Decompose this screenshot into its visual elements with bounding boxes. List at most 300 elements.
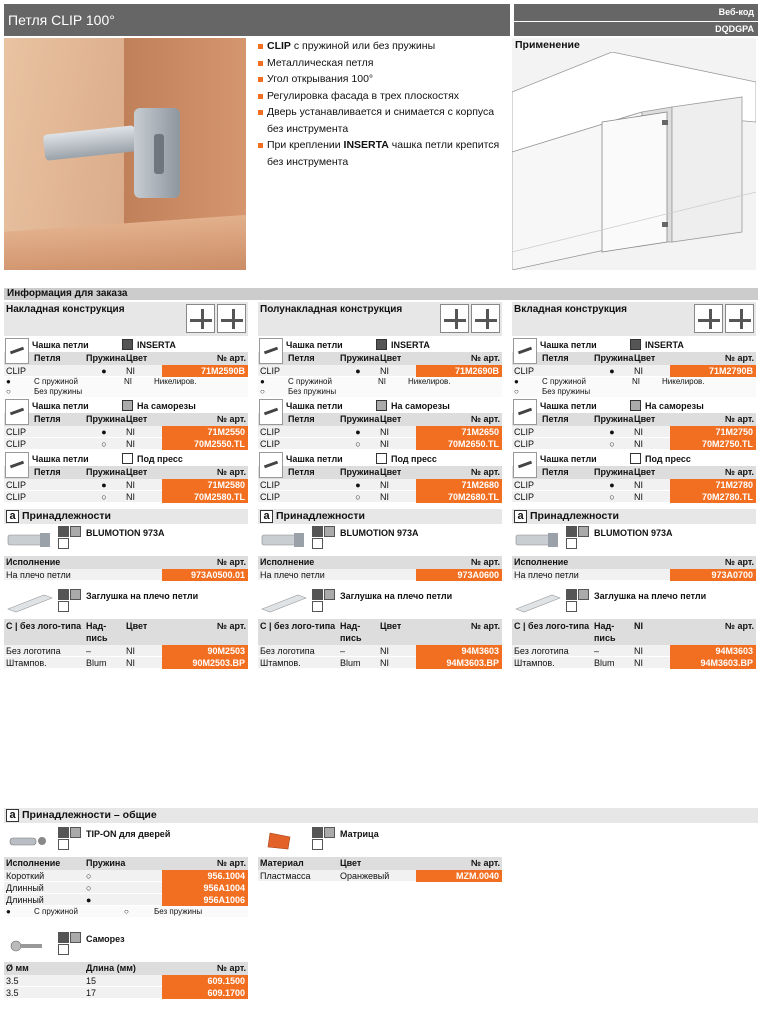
- cell: ○: [86, 871, 92, 881]
- matrix-section: [258, 825, 502, 882]
- feature-item: [256, 55, 506, 72]
- hinge-cell: CLIP: [514, 427, 535, 437]
- article-number[interactable]: MZM.0040: [416, 870, 502, 882]
- mounting-type-swatch: [122, 453, 133, 464]
- header-cell: Цвет: [340, 858, 362, 868]
- table-header: [4, 466, 248, 479]
- legend-symbol: ●: [514, 377, 519, 386]
- cover-name: Заглушка на плечо петли: [340, 591, 453, 601]
- legend-row: [258, 377, 502, 387]
- hinge-cup-heading: [4, 399, 248, 413]
- color-cell: NI: [126, 646, 135, 656]
- variant-cell: На плечо петли: [260, 570, 325, 580]
- table-row: [512, 479, 756, 491]
- article-number[interactable]: 71M2590B: [162, 365, 248, 377]
- cover-header: [258, 619, 502, 645]
- color-cell: NI: [380, 658, 389, 668]
- mounting-type: Под пресс: [391, 454, 437, 464]
- construction-name: Полунакладная конструкция: [260, 304, 403, 315]
- feature-list: [256, 38, 506, 170]
- feature-item: [256, 71, 506, 88]
- table-row: [4, 479, 248, 491]
- swatch: [566, 538, 577, 549]
- article-number[interactable]: 71M2750: [670, 426, 756, 438]
- accessory-a-icon: a: [6, 510, 19, 523]
- table-row: [4, 438, 248, 450]
- header-cell: № арт.: [216, 621, 246, 631]
- variant-cell: На плечо петли: [514, 570, 579, 580]
- table-row: [258, 491, 502, 503]
- table-row: [258, 569, 502, 581]
- legend-row: [4, 377, 248, 387]
- legend-key: [122, 387, 152, 397]
- table-header-cell: № арт.: [470, 414, 500, 424]
- header-cell: Длина (мм): [86, 963, 136, 973]
- spring-cell: ●: [609, 427, 615, 437]
- article-number[interactable]: 70M2550.TL: [162, 438, 248, 450]
- hinge-cell: CLIP: [514, 366, 535, 376]
- spring-cell: ○: [609, 492, 615, 502]
- feature-text: чашка петли крепится без инструмента: [267, 139, 500, 168]
- variant-cell: Без логотипа: [260, 646, 315, 656]
- header-cell: Исполнение: [6, 557, 61, 567]
- blumotion-image: [6, 530, 54, 550]
- product-name: Саморез: [86, 934, 125, 944]
- feature-bold: CLIP: [267, 40, 291, 52]
- article-number[interactable]: 973A0700: [670, 569, 756, 581]
- mounting-type: На саморезы: [137, 401, 196, 411]
- color-cell: NI: [380, 480, 389, 490]
- diagram-line: [486, 309, 489, 329]
- hinge-cup-icon: [5, 452, 29, 478]
- product-image: [260, 831, 308, 851]
- spring-cell: ●: [101, 427, 107, 437]
- article-number[interactable]: 71M2780: [670, 479, 756, 491]
- table-row: [4, 987, 248, 999]
- web-code[interactable]: DQDGPA: [514, 21, 758, 36]
- legend-value: [406, 387, 502, 397]
- table-row: [258, 426, 502, 438]
- mounting-type: INSERTA: [137, 340, 176, 350]
- color-cell: NI: [126, 480, 135, 490]
- variant-cell: Штампов.: [6, 658, 47, 668]
- hinge-cell: CLIP: [6, 427, 27, 437]
- table-row: [4, 882, 248, 894]
- legend-text: С пружиной: [542, 377, 586, 386]
- swatch: [58, 601, 69, 612]
- swatch: [312, 601, 323, 612]
- color-cell: NI: [634, 646, 643, 656]
- article-number[interactable]: 70M2680.TL: [416, 491, 502, 503]
- mounting-type-swatch: [376, 400, 387, 411]
- article-number[interactable]: 973A0600: [416, 569, 502, 581]
- imprint-cell: Blum: [86, 658, 107, 668]
- mounting-type-swatch: [630, 400, 641, 411]
- header-cell: Цвет: [126, 621, 148, 631]
- feature-item: [256, 38, 506, 55]
- spring-cell: ●: [355, 480, 361, 490]
- table-header-cell: Петля: [288, 467, 315, 477]
- hinge-cup-icon: [259, 452, 283, 478]
- cell: Длинный: [6, 883, 44, 893]
- blumotion-name: BLUMOTION 973A: [340, 528, 419, 538]
- table-header-cell: Петля: [34, 353, 61, 363]
- hinge-cell: CLIP: [514, 439, 535, 449]
- article-number[interactable]: 94M3603: [416, 645, 502, 657]
- mounting-type-swatch: [376, 453, 387, 464]
- construction-pictograms: [440, 304, 500, 333]
- blumotion-image: [260, 530, 308, 550]
- hinge-cell: CLIP: [260, 366, 281, 376]
- hinge-cell: CLIP: [6, 492, 27, 502]
- legend-text: Без пружины: [542, 387, 591, 396]
- cell: 15: [86, 976, 97, 986]
- hinge-cup-block: [258, 338, 502, 397]
- cover-product: [512, 589, 756, 619]
- article-number[interactable]: 609.1500: [162, 975, 248, 987]
- spring-cell: ○: [101, 492, 107, 502]
- color-cell: NI: [634, 439, 643, 449]
- product-heading: [258, 827, 502, 857]
- cover-image: [6, 593, 54, 613]
- spring-cell: ●: [355, 366, 361, 376]
- product-photo: [4, 38, 246, 270]
- swatch: [58, 589, 69, 600]
- table-header-cell: Петля: [288, 353, 315, 363]
- mounting-diagram-icon: [725, 304, 754, 333]
- screw-section: [4, 930, 248, 999]
- table-header-cell: Цвет: [380, 414, 402, 424]
- article-number[interactable]: 71M2650: [416, 426, 502, 438]
- hinge-cup-heading: [258, 399, 502, 413]
- spring-cell: ●: [609, 366, 615, 376]
- cup-label: Чашка петли: [540, 401, 597, 411]
- order-column: [512, 302, 756, 669]
- variant-cell: Без логотипа: [6, 646, 61, 656]
- hinge-cup-heading: [512, 338, 756, 352]
- header-cell: Над-пись: [594, 621, 616, 643]
- blumotion-name: BLUMOTION 973A: [594, 528, 673, 538]
- color-cell: NI: [380, 646, 389, 656]
- swatch: [566, 601, 577, 612]
- legend-key: [630, 387, 660, 397]
- hinge-cup-icon: [259, 399, 283, 425]
- table-header-cell: Цвет: [380, 467, 402, 477]
- table-row: [258, 365, 502, 377]
- product-image: [6, 831, 54, 851]
- legend-row: [512, 377, 756, 387]
- table-row: [4, 426, 248, 438]
- article-number[interactable]: 70M2650.TL: [416, 438, 502, 450]
- page-title: Петля CLIP 100°: [4, 4, 510, 36]
- header-cell: Исполнение: [514, 557, 569, 567]
- construction-pictograms: [694, 304, 754, 333]
- color-swatches: [312, 589, 335, 612]
- mounting-type-swatch: [376, 339, 387, 350]
- hinge-cup-icon: [513, 399, 537, 425]
- mounting-type: На саморезы: [645, 401, 704, 411]
- table-header-cell: Цвет: [634, 353, 656, 363]
- variant-cell: Штампов.: [260, 658, 301, 668]
- blumotion-header: [512, 556, 756, 569]
- diagram-line: [709, 309, 712, 329]
- hinge-cup-block: [4, 399, 248, 450]
- article-number[interactable]: 94M3603.BP: [670, 657, 756, 669]
- mounting-type: INSERTA: [645, 340, 684, 350]
- table-header: [512, 466, 756, 479]
- table-row: [512, 426, 756, 438]
- legend-key: NI: [632, 377, 640, 386]
- diagram-line: [201, 309, 204, 329]
- general-accessories-heading: [4, 808, 758, 823]
- table-row: [4, 975, 248, 987]
- cup-label: Чашка петли: [540, 454, 597, 464]
- article-number[interactable]: 956A1004: [162, 882, 248, 894]
- spring-cell: ○: [101, 439, 107, 449]
- article-number[interactable]: 94M3603.BP: [416, 657, 502, 669]
- legend-text: С пружиной: [288, 377, 332, 386]
- hinge-cup-heading: [4, 452, 248, 466]
- cell: Оранжевый: [340, 871, 390, 881]
- table-row: [258, 438, 502, 450]
- web-code-label: Веб-код: [718, 7, 754, 17]
- cover-image: [260, 593, 308, 613]
- hinge-cup-heading: [4, 338, 248, 352]
- cover-header: [4, 619, 248, 645]
- hinge-cup-block: [512, 338, 756, 397]
- table-header-cell: Петля: [34, 467, 61, 477]
- accessories-title: Принадлежности: [22, 510, 111, 522]
- color-cell: NI: [634, 366, 643, 376]
- article-number[interactable]: 90M2503.BP: [162, 657, 248, 669]
- header-cell: Исполнение: [6, 858, 61, 868]
- cell: ○: [86, 883, 92, 893]
- hinge-cell: CLIP: [260, 480, 281, 490]
- tipon-section: [4, 825, 248, 917]
- table-header-cell: Петля: [542, 467, 569, 477]
- swatch: [58, 526, 69, 537]
- color-swatches: [312, 526, 335, 549]
- table-header: [258, 857, 502, 870]
- blumotion-product: [512, 526, 756, 556]
- variant-cell: На плечо петли: [6, 570, 71, 580]
- table-header-cell: Пружина: [86, 467, 126, 477]
- table-header-cell: Цвет: [634, 414, 656, 424]
- table-row: [512, 491, 756, 503]
- hinge-cell: CLIP: [6, 480, 27, 490]
- article-number[interactable]: 71M2790B: [670, 365, 756, 377]
- order-info-heading: Информация для заказа: [4, 288, 758, 300]
- table-header-cell: Пружина: [86, 353, 126, 363]
- table-header: [4, 857, 248, 870]
- table-header-cell: Пружина: [594, 353, 634, 363]
- article-number[interactable]: 71M2580: [162, 479, 248, 491]
- color-cell: NI: [634, 658, 643, 668]
- header-bar: [4, 4, 758, 36]
- header-cell: № арт.: [724, 621, 754, 631]
- mounting-type-swatch: [122, 400, 133, 411]
- spring-cell: ●: [101, 366, 107, 376]
- blumotion-product: [258, 526, 502, 556]
- table-header-cell: Пружина: [594, 467, 634, 477]
- table-row: [258, 657, 502, 669]
- product-name: TIP-ON для дверей: [86, 829, 171, 839]
- article-number[interactable]: 90M2503: [162, 645, 248, 657]
- table-header-cell: № арт.: [724, 414, 754, 424]
- hinge-cell: CLIP: [514, 492, 535, 502]
- swatch: [70, 932, 81, 943]
- header-cell: Ø мм: [6, 963, 29, 973]
- hinge-cell: CLIP: [6, 439, 27, 449]
- diagram-line: [740, 309, 743, 329]
- hinge-cup-block: [258, 452, 502, 503]
- feature-text: Дверь устанавливается и снимается с корпуса без инструмента: [267, 106, 495, 135]
- header-cell: Над-пись: [340, 621, 362, 643]
- color-swatches: [566, 526, 589, 549]
- legend-symbol: ○: [260, 387, 265, 396]
- swatch: [312, 839, 323, 850]
- product-image: [6, 936, 54, 956]
- table-header-cell: Цвет: [126, 353, 148, 363]
- swatch: [324, 827, 335, 838]
- header-cell: C | без лого-типа: [514, 621, 590, 631]
- accessory-a-icon: a: [6, 809, 19, 822]
- swatch: [70, 827, 81, 838]
- table-header-cell: Цвет: [126, 467, 148, 477]
- mounting-type: Под пресс: [137, 454, 183, 464]
- mounting-type-swatch: [630, 453, 641, 464]
- feature-bold: INSERTA: [343, 139, 389, 151]
- variant-cell: Без логотипа: [514, 646, 569, 656]
- header-cell: № арт.: [724, 557, 754, 567]
- diagram-line: [455, 309, 458, 329]
- cell: Пластмасса: [260, 871, 311, 881]
- article-number[interactable]: 70M2780.TL: [670, 491, 756, 503]
- legend-text: Без пружины: [34, 387, 83, 396]
- swatch: [312, 589, 323, 600]
- header-cell: Цвет: [380, 621, 402, 631]
- mounting-type: Под пресс: [645, 454, 691, 464]
- order-column: [4, 302, 248, 669]
- cell: Длинный: [6, 895, 44, 905]
- table-header-cell: Петля: [542, 353, 569, 363]
- construction-name: Накладная конструкция: [6, 304, 125, 315]
- article-number[interactable]: 956.1004: [162, 870, 248, 882]
- mounting-type: INSERTA: [391, 340, 430, 350]
- cup-label: Чашка петли: [540, 340, 597, 350]
- table-row: [258, 645, 502, 657]
- legend-text: Без пружины: [288, 387, 337, 396]
- swatch: [312, 526, 323, 537]
- legend-text: С пружиной: [34, 907, 78, 916]
- mounting-type-swatch: [122, 339, 133, 350]
- legend-symbol: ●: [260, 377, 265, 386]
- table-header-cell: Цвет: [634, 467, 656, 477]
- color-swatches: [312, 827, 335, 850]
- legend-value: [660, 387, 756, 397]
- product-heading: [4, 827, 248, 857]
- hinge-cup-block: [4, 338, 248, 397]
- color-cell: NI: [634, 480, 643, 490]
- hinge-cup-icon: [5, 399, 29, 425]
- swatch: [566, 589, 577, 600]
- header-cell: № арт.: [216, 858, 246, 868]
- table-row: [512, 365, 756, 377]
- general-accessories-title: Принадлежности – общие: [22, 809, 157, 821]
- swatch: [58, 932, 69, 943]
- legend-symbol: ○: [514, 387, 519, 396]
- color-cell: NI: [126, 439, 135, 449]
- accessories-title: Принадлежности: [530, 510, 619, 522]
- table-header-cell: Пружина: [340, 353, 380, 363]
- cell: 3.5: [6, 988, 19, 998]
- article-number[interactable]: 956A1006: [162, 894, 248, 906]
- application-illustration: [512, 38, 756, 270]
- swatch: [70, 589, 81, 600]
- header-cell: NI: [634, 621, 643, 631]
- article-number[interactable]: 70M2750.TL: [670, 438, 756, 450]
- legend-value: Никелиров.: [408, 377, 451, 386]
- hinge-cup-heading: [512, 399, 756, 413]
- accessories-heading: [258, 509, 502, 524]
- legend-text: С пружиной: [34, 377, 78, 386]
- cover-product: [4, 589, 248, 619]
- swatch: [566, 526, 577, 537]
- table-header: [512, 352, 756, 365]
- table-row: [4, 894, 248, 906]
- color-cell: NI: [380, 366, 389, 376]
- cell: ●: [86, 895, 92, 905]
- color-cell: NI: [380, 439, 389, 449]
- table-header-cell: Петля: [542, 414, 569, 424]
- cup-label: Чашка петли: [286, 340, 343, 350]
- construction-title: [258, 302, 502, 336]
- hinge-cell: CLIP: [260, 427, 281, 437]
- legend-value: [152, 387, 248, 397]
- accessory-a-icon: a: [260, 510, 273, 523]
- table-row: [258, 479, 502, 491]
- article-number[interactable]: 71M2690B: [416, 365, 502, 377]
- swatch: [58, 827, 69, 838]
- color-cell: NI: [634, 492, 643, 502]
- article-number[interactable]: 973A0500.01: [162, 569, 248, 581]
- swatch: [58, 944, 69, 955]
- article-number[interactable]: 71M2680: [416, 479, 502, 491]
- blumotion-image: [514, 530, 562, 550]
- cover-header: [512, 619, 756, 645]
- article-number[interactable]: 609.1700: [162, 987, 248, 999]
- spring-cell: ●: [609, 480, 615, 490]
- diagram-line: [232, 309, 235, 329]
- hinge-cup-heading: [512, 452, 756, 466]
- hinge-cup-icon: [259, 338, 283, 364]
- article-number[interactable]: 70M2580.TL: [162, 491, 248, 503]
- construction-title: [4, 302, 248, 336]
- accessories-heading: [512, 509, 756, 524]
- cup-label: Чашка петли: [286, 454, 343, 464]
- article-number[interactable]: 94M3603: [670, 645, 756, 657]
- product-heading: [4, 932, 248, 962]
- header-cell: № арт.: [216, 963, 246, 973]
- table-header: [258, 352, 502, 365]
- hinge-cup-heading: [258, 338, 502, 352]
- spring-cell: ○: [355, 492, 361, 502]
- legend-key: [376, 387, 406, 397]
- feature-text: Регулировка фасада в трех плоскостях: [267, 89, 459, 102]
- article-number[interactable]: 71M2550: [162, 426, 248, 438]
- color-swatches: [566, 589, 589, 612]
- table-header-cell: Пружина: [340, 467, 380, 477]
